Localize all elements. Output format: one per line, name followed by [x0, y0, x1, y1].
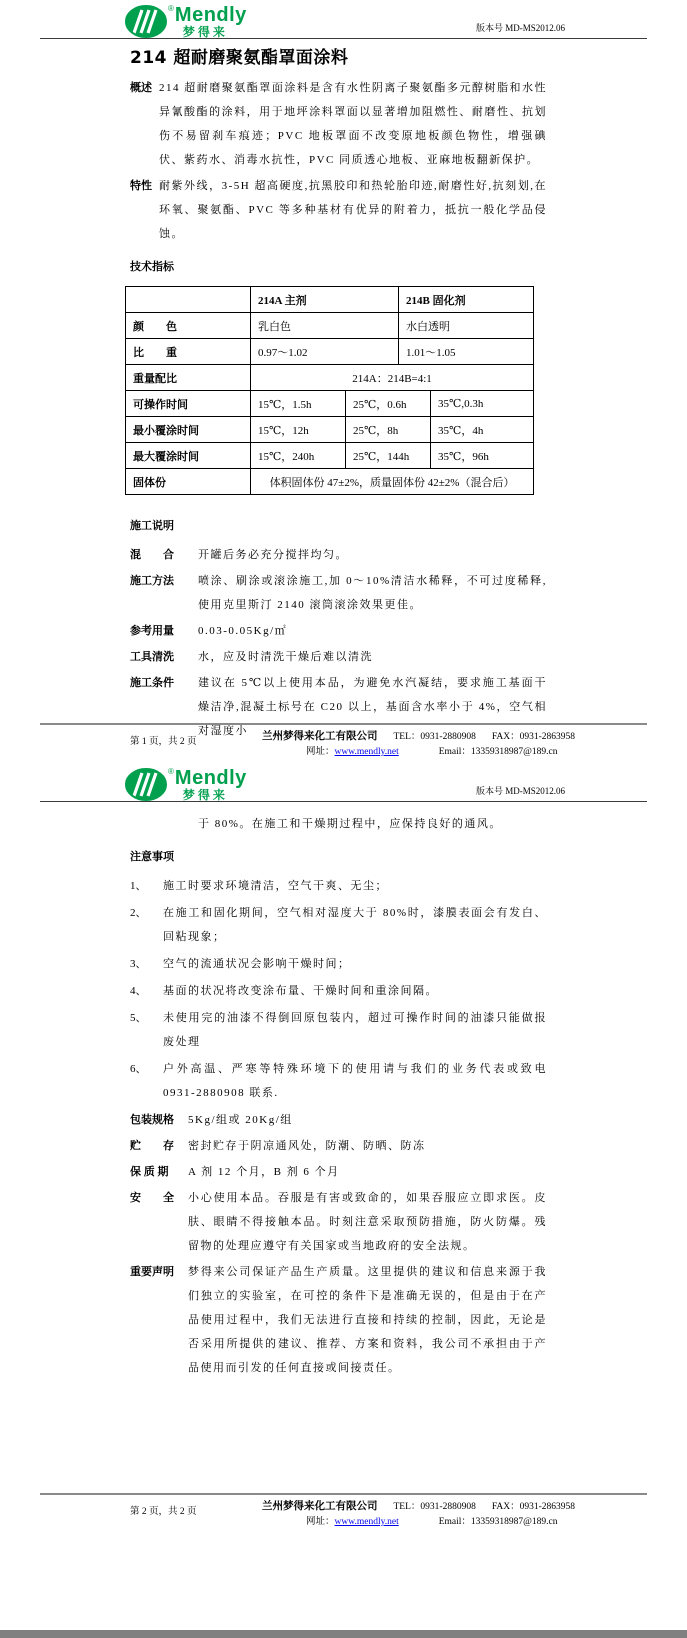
table-cell: 35℃,0.3h	[431, 391, 534, 417]
table-label-cell: 比 重	[126, 339, 251, 365]
overview-label: 概述	[130, 82, 152, 94]
spec-item-packaging	[130, 1108, 547, 1132]
table-cell: 214A：214B=4:1	[251, 365, 534, 391]
table-label-cell: 最大覆涂时间	[126, 443, 251, 469]
tech-specs-heading: 技术指标	[130, 261, 174, 273]
header-rule	[40, 38, 647, 39]
footer-rule	[40, 1493, 647, 1495]
spec-label: 保 质 期	[130, 1166, 169, 1178]
logo-name-cn: 梦得来	[182, 788, 228, 802]
spec-label: 包装规格	[130, 1114, 174, 1126]
company-website	[306, 1515, 399, 1529]
note-number: 2、	[130, 907, 147, 919]
footer-body	[130, 1499, 687, 1529]
spec-label: 施工方法	[130, 575, 174, 587]
table-cell: 25℃，144h	[346, 443, 431, 469]
note-text: 基面的状况将改变涂布量、干燥时间和重涂间隔。	[163, 985, 438, 997]
table-row-gravity	[126, 339, 534, 365]
page-number: 第 2 页，共 2 页	[130, 1507, 197, 1517]
spec-text: 建议在 5℃以上使用本品，为避免水汽凝结，要求施工基面干燥洁净,混凝土标号在 C20 以上，基面含水率小于 4%，空气相对湿度小	[198, 677, 547, 737]
table-row-solids	[126, 469, 534, 495]
note-text: 施工时要求环境清洁，空气干爽、无尘；	[163, 880, 388, 892]
page-1	[0, 0, 687, 763]
table-row-max-recoat	[126, 443, 534, 469]
page-1-footer	[0, 723, 687, 759]
overview-text: 214 超耐磨聚氨酯罩面涂料是含有水性阴离子聚氨酯多元醇树脂和水性异氰酸酯的涂料，用于地坪涂料罩面以显著增加阻燃性、耐磨性、抗划伤不易留刹车痕迹；PVC 地板罩面不改变原地板颜色物性，增强碘伏、紫药水、消毒水抗性，PVC 同质透心地板、亚麻地板翻新保护。	[159, 82, 547, 166]
note-number: 6、	[130, 1063, 147, 1075]
page-number: 第 1 页，共 2 页	[130, 737, 197, 747]
spec-text: 0.03-0.05Kg/㎡	[198, 625, 288, 637]
spec-label: 贮 存	[130, 1140, 174, 1152]
company-tel: TEL：0931-2880908	[393, 1502, 476, 1512]
tech-spec-table	[125, 286, 534, 495]
website-link[interactable]: www.mendly.net	[334, 1516, 399, 1527]
note-number: 4、	[130, 985, 147, 997]
spec-label: 参考用量	[130, 625, 174, 637]
table-cell: 25℃，8h	[346, 417, 431, 443]
table-row-mix-ratio	[126, 365, 534, 391]
spec-text: 密封贮存于阴凉通风处，防潮、防晒、防冻	[188, 1140, 426, 1152]
note-number: 5、	[130, 1012, 147, 1024]
spec-label: 安 全	[130, 1192, 174, 1204]
features-label: 特性	[130, 180, 152, 192]
table-label-cell: 重量配比	[126, 365, 251, 391]
spec-item-shelf-life	[130, 1160, 547, 1184]
company-info	[262, 1499, 575, 1529]
features-section	[130, 174, 547, 246]
table-header-row	[126, 287, 534, 313]
spec-text: 喷涂、刷涂或滚涂施工,加 0～10%清洁水稀释，不可过度稀释,使用克里斯汀 2140 滚筒滚涂效果更佳。	[198, 575, 547, 611]
note-text: 空气的流通状况会影响干燥时间；	[163, 958, 351, 970]
spec-text: A 剂 12 个月，B 剂 6 个月	[188, 1166, 340, 1178]
note-item	[130, 874, 547, 898]
table-label-cell: 固体份	[126, 469, 251, 495]
logo-text	[175, 5, 247, 38]
footer-body	[130, 729, 687, 759]
table-label-cell	[126, 287, 251, 313]
table-cell: 1.01～1.05	[399, 339, 534, 365]
note-item	[130, 952, 547, 976]
page-2	[0, 763, 687, 1631]
company-info	[262, 729, 575, 759]
company-name: 兰州梦得来化工有限公司	[262, 731, 378, 742]
table-row-pot-life	[126, 391, 534, 417]
company-line-1	[262, 729, 575, 745]
website-link[interactable]: www.mendly.net	[334, 746, 399, 757]
table-cell: 35℃，4h	[431, 417, 534, 443]
spec-label: 重要声明	[130, 1266, 174, 1278]
page-title: 214 超耐磨聚氨酯罩面涂料	[130, 48, 349, 68]
construction-heading: 施工说明	[130, 520, 174, 532]
spec-item-mixing	[130, 543, 547, 567]
note-item	[130, 1006, 547, 1054]
viewport-edge-bar	[0, 1630, 687, 1638]
mendly-logo-icon	[125, 768, 167, 801]
company-fax: FAX：0931-2863958	[491, 732, 576, 742]
logo-text	[175, 768, 247, 801]
notes-heading: 注意事项	[130, 851, 174, 863]
table-cell: 0.97～1.02	[251, 339, 399, 365]
logo-name-cn: 梦得来	[182, 25, 228, 39]
spec-item-safety	[130, 1186, 547, 1258]
note-item	[130, 901, 547, 949]
table-cell: 214B 固化剂	[399, 287, 534, 313]
spec-text: 开罐后务必充分搅拌均匀。	[198, 549, 348, 561]
table-cell: 水白透明	[399, 313, 534, 339]
website-label: 网址：	[306, 1516, 335, 1527]
mendly-logo	[125, 768, 247, 801]
version-label: 版本号 MD-MS2012.06	[475, 786, 565, 796]
note-text: 户外高温、严寒等特殊环境下的使用请与我们的业务代表或致电 0931-2880908 联系.	[163, 1063, 547, 1099]
table-label-cell: 最小覆涂时间	[126, 417, 251, 443]
spec-text: 5Kg/组或 20Kg/组	[188, 1114, 293, 1126]
table-cell: 35℃，96h	[431, 443, 534, 469]
page-2-header	[0, 763, 687, 801]
table-label-cell: 可操作时间	[126, 391, 251, 417]
table-cell: 15℃，240h	[251, 443, 346, 469]
mendly-logo-icon	[125, 5, 167, 38]
conditions-continuation-text: 于 80%。在施工和干燥期过程中，应保持良好的通风。	[198, 818, 502, 830]
version-label: 版本号 MD-MS2012.06	[475, 23, 565, 33]
overview-section	[130, 76, 547, 172]
table-cell: 25℃，0.6h	[346, 391, 431, 417]
company-tel: TEL：0931-2880908	[393, 732, 476, 742]
note-item	[130, 979, 547, 1003]
registered-mark-icon: ®	[168, 767, 174, 776]
company-fax: FAX：0931-2863958	[491, 1502, 576, 1512]
company-line-2	[306, 1515, 575, 1529]
spec-text: 小心使用本品。吞服是有害或致命的，如果吞服应立即求医。皮肤、眼睛不得接触本品。时刻注意采取预防措施，防火防爆。残留物的处理应遵守有关国家或当地政府的安全法规。	[188, 1192, 547, 1252]
spec-text: 水，应及时清洗干燥后难以清洗	[198, 651, 373, 663]
header-rule	[40, 801, 647, 802]
spec-item-disclaimer	[130, 1260, 547, 1380]
table-row-min-recoat	[126, 417, 534, 443]
company-line-1	[262, 1499, 575, 1515]
website-label: 网址：	[306, 746, 335, 757]
spec-item-tool-cleaning	[130, 645, 547, 669]
table-cell: 体积固体份 47±2%，质量固体份 42±2%（混合后）	[251, 469, 534, 495]
logo-name-en: Mendly	[174, 4, 247, 26]
note-text: 未使用完的油漆不得倒回原包装内，超过可操作时间的油漆只能做报废处理	[163, 1012, 547, 1048]
spec-label: 混 合	[130, 549, 174, 561]
spec-item-coverage	[130, 619, 547, 643]
company-line-2	[306, 745, 575, 759]
table-row-color	[126, 313, 534, 339]
spec-item-storage	[130, 1134, 547, 1158]
spec-label: 工具清洗	[130, 651, 174, 663]
footer-rule	[40, 723, 647, 725]
spec-label: 施工条件	[130, 677, 174, 689]
registered-mark-icon: ®	[168, 4, 174, 13]
company-email: Email：13359318987@189.cn	[438, 746, 558, 757]
table-cell: 15℃，1.5h	[251, 391, 346, 417]
note-number: 3、	[130, 958, 147, 970]
company-email: Email：13359318987@189.cn	[438, 1516, 558, 1527]
page-1-header	[0, 0, 687, 38]
note-text: 在施工和固化期间，空气相对湿度大于 80%时，漆膜表面会有发白、回粘现象；	[163, 907, 547, 943]
table-cell: 15℃，12h	[251, 417, 346, 443]
spec-item-application	[130, 569, 547, 617]
note-number: 1、	[130, 880, 147, 892]
table-label-cell: 颜 色	[126, 313, 251, 339]
spec-text: 梦得来公司保证产品生产质量。这里提供的建议和信息来源于我们独立的实验室，在可控的条件下是准确无误的，但是由于在产品使用过程中，我们无法进行直接和持续的控制，因此，无论是否采用所提供的建议、推荐、方案和资料，我公司不承担由于产品使用而引发的任何直接或间接责任。	[188, 1266, 547, 1374]
page-2-footer	[0, 1493, 687, 1529]
company-website	[306, 745, 399, 759]
table-cell: 乳白色	[251, 313, 399, 339]
company-name: 兰州梦得来化工有限公司	[262, 1501, 378, 1512]
table-cell: 214A 主剂	[251, 287, 399, 313]
note-item	[130, 1057, 547, 1105]
mendly-logo	[125, 5, 247, 38]
logo-name-en: Mendly	[174, 767, 247, 789]
features-text: 耐紫外线，3-5H 超高硬度,抗黑胶印和热轮胎印迹,耐磨性好,抗刻划,在环氧、聚氨酯、PVC 等多种基材有优异的附着力，抵抗一般化学品侵蚀。	[159, 180, 547, 240]
